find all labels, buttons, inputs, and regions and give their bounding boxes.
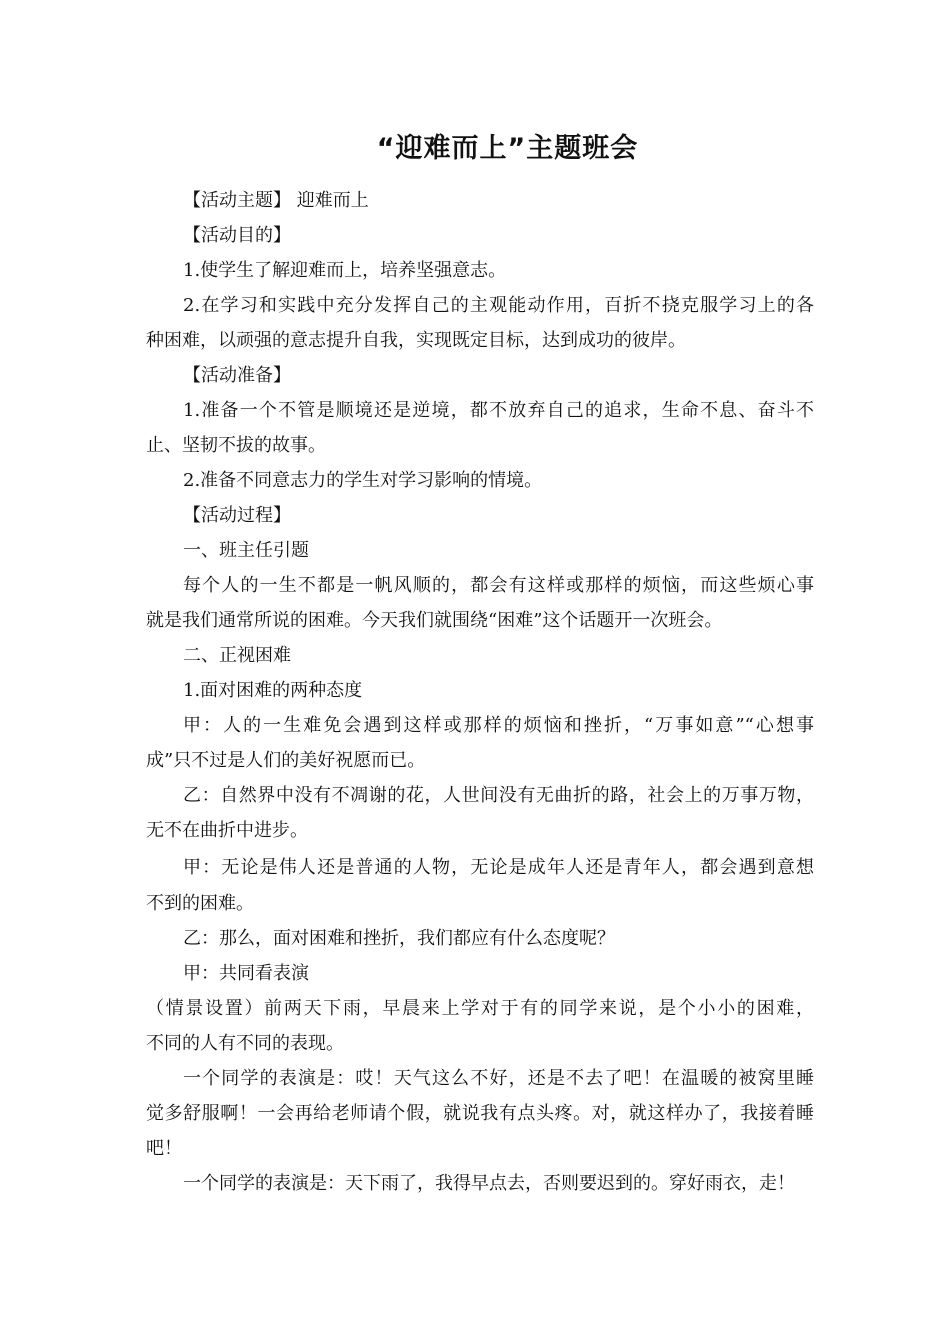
paragraph-line: 觉多舒服啊！一会再给老师请个假，就说我有点头疼。对，就这样办了，我接着睡 — [146, 1103, 814, 1124]
section-heading-purpose: 【活动目的】 — [183, 225, 291, 246]
subsection-heading: 二、正视困难 — [183, 645, 291, 666]
paragraph-line: 1.面对困难的两种态度 — [183, 680, 363, 701]
paragraph-line: 无不在曲折中进步。 — [146, 820, 308, 841]
paragraph-line: 不到的困难。 — [146, 893, 254, 914]
paragraph-line: 每个人的一生不都是一帆风顺的，都会有这样或那样的烦恼，而这些烦心事 — [183, 575, 814, 596]
paragraph-line: 不同的人有不同的表现。 — [146, 1033, 344, 1054]
paragraph-line: 2.准备不同意志力的学生对学习影响的情境。 — [183, 470, 543, 491]
paragraph-line: 甲：共同看表演 — [183, 963, 309, 984]
paragraph-line: 乙：那么，面对困难和挫折，我们都应有什么态度呢？ — [183, 928, 615, 949]
paragraph-line: 就是我们通常所说的困难。今天我们就围绕“困难”这个话题开一次班会。 — [146, 610, 723, 631]
paragraph-line: 吧！ — [146, 1138, 182, 1159]
section-heading-preparation: 【活动准备】 — [183, 365, 291, 386]
paragraph-line: 甲：无论是伟人还是普通的人物，无论是成年人还是青年人，都会遇到意想 — [183, 857, 814, 878]
subsection-heading: 一、班主任引题 — [183, 540, 309, 561]
paragraph-line: 一个同学的表演是：天下雨了，我得早点去，否则要迟到的。穿好雨衣，走！ — [183, 1173, 795, 1194]
paragraph-line: 一个同学的表演是：哎！天气这么不好，还是不去了吧！在温暖的被窝里睡 — [183, 1068, 814, 1089]
document-title: “迎难而上”主题班会 — [376, 133, 639, 164]
paragraph-line: 种困难，以顽强的意志提升自我，实现既定目标，达到成功的彼岸。 — [146, 330, 686, 351]
paragraph-line: 止、坚韧不拔的故事。 — [146, 435, 326, 456]
paragraph-line: 1.使学生了解迎难而上，培养坚强意志。 — [183, 260, 507, 281]
paragraph-line: 成”只不过是人们的美好祝愿而已。 — [146, 750, 426, 771]
paragraph-line: 乙：自然界中没有不凋谢的花，人世间没有无曲折的路，社会上的万事万物， — [183, 785, 814, 806]
paragraph-line: （情景设置）前两天下雨，早晨来上学对于有的同学来说，是个小小的困难， — [146, 998, 814, 1019]
activity-theme-line: 【活动主题】 迎难而上 — [183, 190, 369, 211]
section-heading-process: 【活动过程】 — [183, 505, 291, 526]
paragraph-line: 2.在学习和实践中充分发挥自己的主观能动作用，百折不挠克服学习上的各 — [183, 295, 814, 316]
paragraph-line: 甲：人的一生难免会遇到这样或那样的烦恼和挫折，“万事如意”“心想事 — [183, 715, 814, 736]
paragraph-line: 1.准备一个不管是顺境还是逆境，都不放弃自己的追求，生命不息、奋斗不 — [183, 400, 814, 421]
